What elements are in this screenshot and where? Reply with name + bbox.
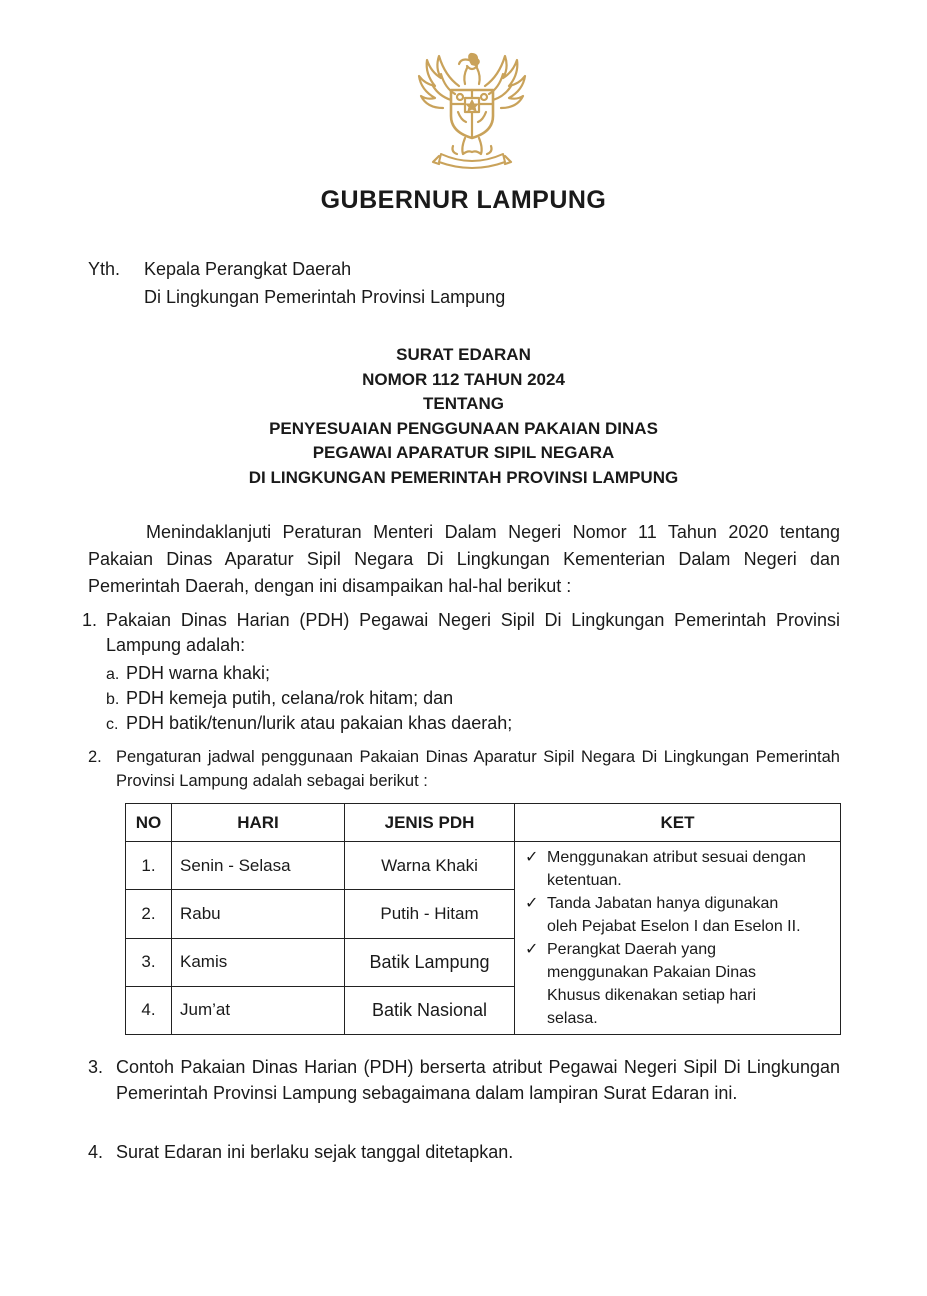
column-header-no: NO [126,804,172,842]
garuda-emblem-icon [411,50,533,175]
ket-line: selasa. [547,1010,598,1027]
cell-no: 3. [126,938,172,986]
cell-no: 2. [126,890,172,938]
list-item-text: Pengaturan jadwal penggunaan Pakaian Dinas Aparatur Sipil Negara Di Lingkungan Pemerintah Provinsi Lampung adalah sebagai berikut : [116,748,840,790]
cell-day: Kamis [172,938,345,986]
ket-entry [525,846,830,892]
sub-item-c [106,711,512,737]
addressee-line-2: Di Lingkungan Pemerintah Provinsi Lampung [144,287,506,307]
cell-type: Warna Khaki [345,842,515,890]
list-item-text: Surat Edaran ini berlaku sejak tanggal ditetapkan. [116,1142,514,1162]
column-header-ket: KET [515,804,841,842]
intro-paragraph [88,519,840,600]
dress-schedule-table [125,803,841,1035]
cell-type: Putih - Hitam [345,890,515,938]
sub-item-letter: b. [106,691,120,708]
title-line-6: DI LINGKUNGAN PEMERINTAH PROVINSI LAMPUNG [248,467,679,487]
list-item-text: Contoh Pakaian Dinas Harian (PDH) berserta atribut Pegawai Negeri Sipil Di Lingkungan Pemerintah Provinsi Lampung sebagaimana dalam lampiran Surat Edaran ini. [116,1057,840,1103]
table-header-row [126,804,841,842]
intro-text: Menindaklanjuti Peraturan Menteri Dalam Negeri Nomor 11 Tahun 2020 tentang Pakaian Dinas Aparatur Sipil Negara Di Lingkungan Kementerian Dalam Negeri dan Pemerintah Daerah, dengan ini disampaikan hal-hal berikut : [88,522,840,596]
cell-type: Batik Nasional [345,986,515,1034]
addressee-prefix: Yth. [88,259,121,279]
ket-line: oleh Pejabat Eselon I dan Eselon II. [547,918,801,935]
cell-day: Senin - Selasa [172,842,345,890]
sub-item-text: PDH batik/tenun/lurik atau pakaian khas daerah; [126,713,513,733]
ket-line: Perangkat Daerah yang [547,941,716,958]
list-item-number: 4. [88,1142,104,1162]
check-icon: ✓ [525,941,539,958]
cell-day: Rabu [172,890,345,938]
cell-no: 4. [126,986,172,1034]
ket-line: menggunakan Pakaian Dinas [547,964,757,981]
sub-item-a [106,661,270,687]
ket-line: Menggunakan atribut sesuai dengan [547,849,806,866]
title-line-4: PENYESUAIAN PENGGUNAAN PAKAIAN DINAS [269,418,658,438]
title-line-3: TENTANG [423,394,504,413]
cell-day: Jum’at [172,986,345,1034]
addressee-line-1: Kepala Perangkat Daerah [144,259,352,279]
cell-type: Batik Lampung [345,938,515,986]
check-icon: ✓ [525,849,539,866]
column-header-type: JENIS PDH [345,804,515,842]
check-icon: ✓ [525,895,539,912]
ket-entry [525,938,830,1030]
sub-item-b [106,686,453,712]
title-line-2: NOMOR 112 TAHUN 2024 [362,369,565,389]
sub-item-letter: a. [106,666,120,683]
list-item-number: 3. [88,1057,104,1077]
sub-item-text: PDH warna khaki; [126,663,271,683]
list-item-number: 2. [88,748,102,766]
title-line-5: PEGAWAI APARATUR SIPIL NEGARA [312,443,615,462]
circular-title-block [0,343,927,490]
sub-item-text: PDH kemeja putih, celana/rok hitam; dan [126,688,454,708]
column-header-day: HARI [172,804,345,842]
ket-line: Tanda Jabatan hanya digunakan [547,895,779,912]
cell-ket [515,842,841,1035]
list-item-number: 1. [82,610,98,630]
governor-title: GUBERNUR LAMPUNG [320,186,607,214]
title-line-1: SURAT EDARAN [396,345,531,364]
ket-line: Khusus dikenakan setiap hari [547,987,757,1004]
table-row [126,842,841,890]
list-item-text: Pakaian Dinas Harian (PDH) Pegawai Negeri Sipil Di Lingkungan Pemerintah Provinsi Lampung adalah: [106,610,840,655]
sub-item-letter: c. [106,716,119,733]
ket-entry [525,892,830,938]
ket-line: ketentuan. [547,872,622,889]
cell-no: 1. [126,842,172,890]
